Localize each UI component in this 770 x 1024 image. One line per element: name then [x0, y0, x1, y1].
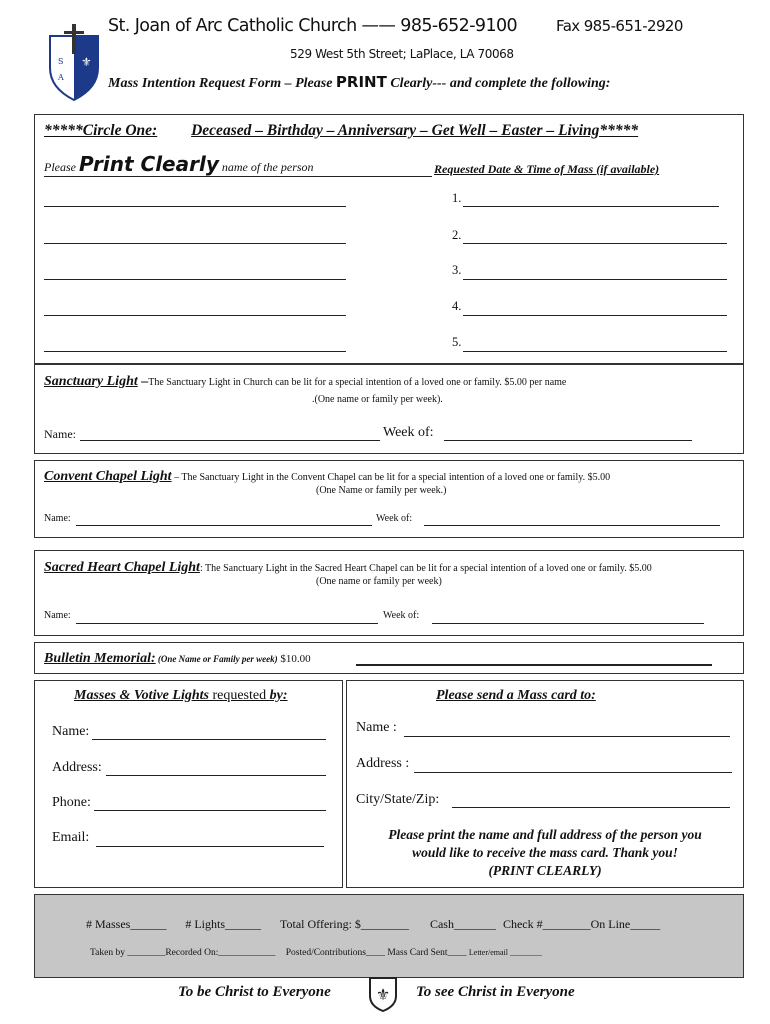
convent-week-label: Week of:	[376, 513, 413, 524]
person-name-field-5[interactable]	[44, 351, 346, 352]
svg-text:⚜: ⚜	[375, 985, 391, 1004]
person-name-field-2[interactable]	[44, 243, 346, 244]
requester-email-label: Email:	[52, 830, 90, 845]
row-number-1: 1.	[452, 191, 462, 205]
fleur-de-lis-shield-icon	[368, 976, 398, 1012]
intention-type-options[interactable]: Deceased – Birthday – Anniversary – Get Well – Easter – Living*****	[191, 122, 639, 139]
row-number-3: 3.	[452, 263, 462, 277]
sacred-light-heading	[44, 558, 652, 576]
convent-light-title: Convent Chapel Light	[44, 469, 172, 484]
requester-phone-field[interactable]	[94, 810, 326, 811]
mass-date-field-2[interactable]	[463, 243, 727, 244]
sanctuary-light-desc: The Sanctuary Light in Church can be lit for a special intention of a loved one or family. $5.00 per name	[148, 377, 567, 388]
convent-light-desc: – The Sanctuary Light in the Convent Chapel can be lit for a special intention of a loved one or family. $5.00	[171, 472, 611, 483]
footer-motto-left: To be Christ to Everyone	[178, 984, 331, 1000]
online-field[interactable]: On Line_____	[590, 917, 661, 931]
letter-email-field[interactable]: Letter/email ________	[468, 948, 542, 957]
mass-card-heading: Please send a Mass card to:	[436, 688, 596, 703]
requester-address-label: Address:	[52, 760, 102, 775]
convent-name-field[interactable]	[76, 525, 372, 526]
sacred-light-desc: : The Sanctuary Light in the Sacred Heart Chapel can be lit for a special intention of a loved one or family. $5.00	[199, 563, 652, 574]
sacred-week-label: Week of:	[383, 610, 420, 621]
logo-letter-a: A	[58, 73, 64, 82]
church-name-phone: St. Joan of Arc Catholic Church —— 985-652-9100	[108, 16, 518, 36]
requester-info-section	[34, 680, 343, 888]
sacred-name-field[interactable]	[76, 623, 378, 624]
taken-by-field[interactable]: Taken by ________	[90, 948, 166, 958]
sanctuary-light-title: Sanctuary Light	[44, 374, 138, 389]
mass-card-address-field[interactable]	[414, 772, 732, 773]
church-address: 529 West 5th Street; LaPlace, LA 70068	[290, 47, 514, 61]
total-offering-field[interactable]: Total Offering: $________	[280, 917, 409, 931]
requester-name-field[interactable]	[92, 739, 326, 740]
sanctuary-light-heading: Sanctuary Light –The Sanctuary Light in Church can be lit for a special intention of a loved one or family. $5.00 per name	[44, 374, 567, 389]
mass-date-field-3[interactable]	[463, 279, 727, 280]
sanctuary-name-field[interactable]	[80, 440, 380, 441]
bulletin-memorial-price: $10.00	[277, 653, 311, 665]
bulletin-memorial-note: (One Name or Family per week)	[155, 654, 278, 664]
form-title: Mass Intention Request Form – Please PRINT Clearly--- and complete the following:	[108, 73, 611, 91]
masses-count-field[interactable]: # Masses______	[86, 917, 167, 931]
bulletin-memorial-field[interactable]	[356, 664, 712, 666]
requester-email-field[interactable]	[96, 846, 324, 847]
office-use-row-1	[86, 917, 660, 932]
mass-card-city-field[interactable]	[452, 807, 730, 808]
mass-card-name-label: Name :	[356, 720, 397, 735]
svg-text:⚜: ⚜	[81, 55, 92, 69]
mass-card-sent-field[interactable]: Mass Card Sent____	[387, 948, 467, 958]
name-column-header: Please Print Clearly name of the person	[44, 152, 314, 176]
bulletin-memorial-title: Bulletin Memorial:	[44, 651, 156, 666]
mass-date-field-1[interactable]	[463, 206, 719, 207]
sacred-name-label: Name:	[44, 610, 71, 621]
row-number-2: 2.	[452, 228, 462, 242]
convent-light-heading	[44, 467, 610, 485]
circle-one-line: *****Circle One: Deceased – Birthday – Anniversary – Get Well – Easter – Living*****	[44, 122, 639, 139]
church-fax: Fax 985-651-2920	[556, 17, 683, 35]
logo-letter-s: S	[58, 57, 64, 66]
recorded-on-field[interactable]: Recorded On:____________	[165, 948, 276, 958]
sanctuary-light-note: .(One name or family per week).	[312, 394, 443, 405]
convent-week-field[interactable]	[424, 525, 720, 526]
row-number-5: 5.	[452, 335, 462, 349]
office-use-section	[34, 894, 744, 978]
requested-date-header: Requested Date & Time of Mass (if available)	[434, 162, 660, 176]
sacred-light-title: Sacred Heart Chapel Light	[44, 560, 200, 575]
sacred-week-field[interactable]	[432, 623, 704, 624]
sanctuary-week-label: Week of:	[383, 425, 434, 440]
person-name-field-4[interactable]	[44, 315, 346, 316]
posted-contributions-field[interactable]: Posted/Contributions____	[285, 948, 385, 958]
requester-address-field[interactable]	[106, 775, 326, 776]
sacred-light-note: (One name or family per week)	[316, 576, 442, 587]
person-name-field-1[interactable]	[44, 206, 346, 207]
mass-card-instructions: Please print the name and full address of the person you would like to receive the mass card. Thank you! (PRINT CLEARLY)	[388, 827, 702, 878]
sanctuary-week-field[interactable]	[444, 440, 692, 441]
requester-phone-label: Phone:	[52, 795, 91, 810]
check-field[interactable]: Check #________	[502, 917, 591, 931]
lights-count-field[interactable]: # Lights______	[185, 917, 262, 931]
mass-card-name-field[interactable]	[404, 736, 730, 737]
church-crest-logo	[44, 22, 104, 102]
mass-card-address-label: Address :	[356, 756, 410, 771]
mass-date-field-5[interactable]	[463, 351, 727, 352]
bulletin-memorial-heading	[44, 649, 311, 667]
office-use-row-2	[90, 948, 542, 958]
church-name	[108, 16, 683, 36]
convent-name-label: Name:	[44, 513, 71, 524]
footer-motto-right: To see Christ in Everyone	[416, 984, 575, 1000]
row-number-4: 4.	[452, 299, 462, 313]
cash-field[interactable]: Cash_______	[429, 917, 496, 931]
convent-light-note: (One Name or family per week.)	[316, 485, 447, 496]
mass-card-city-label: City/State/Zip:	[356, 792, 440, 807]
header-underline	[44, 176, 432, 177]
requester-name-label: Name:	[52, 724, 90, 739]
mass-date-field-4[interactable]	[463, 315, 727, 316]
sanctuary-name-label: Name:	[44, 427, 76, 441]
requester-heading: Masses & Votive Lights requested by:	[74, 688, 288, 703]
person-name-field-3[interactable]	[44, 279, 346, 280]
